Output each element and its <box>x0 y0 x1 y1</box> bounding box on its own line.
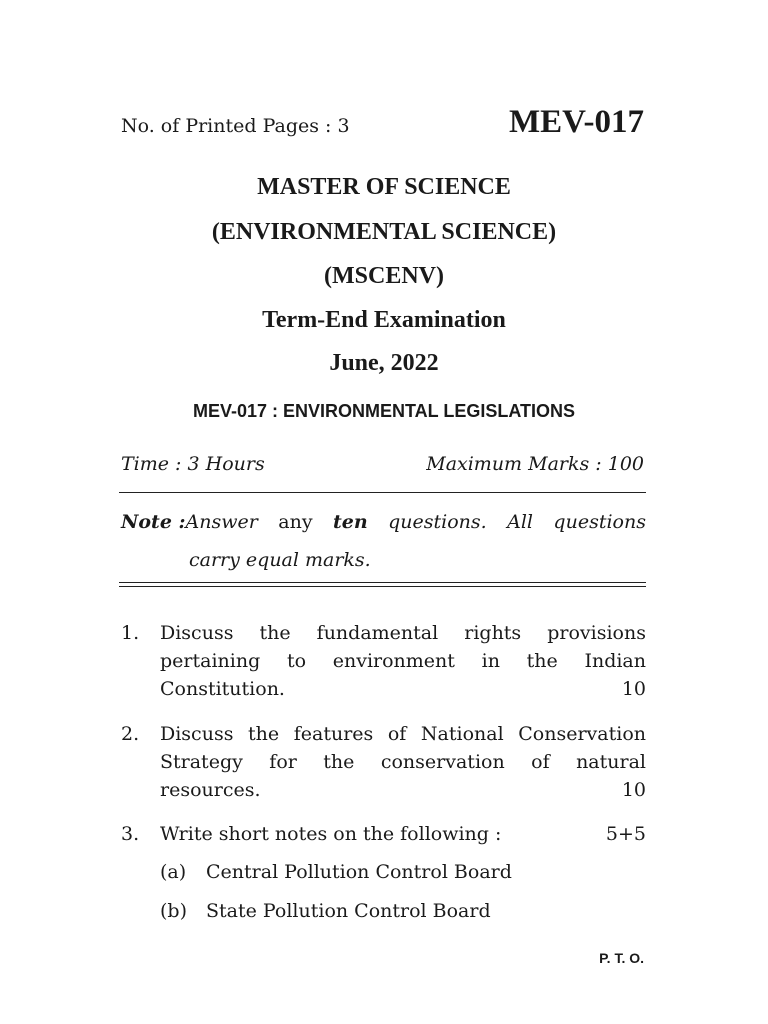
please-turn-over: P. T. O. <box>599 950 644 966</box>
question-1-line-2: pertaining to environment in the Indian <box>160 650 646 672</box>
question-3-marks: 5+5 <box>605 823 646 845</box>
programme-title: MASTER OF SCIENCE <box>257 174 511 200</box>
question-1-marks: 10 <box>621 678 646 700</box>
programme-subject: (ENVIRONMENTAL SCIENCE) <box>211 219 557 245</box>
note-line-1 <box>121 511 646 533</box>
question-1-line-3-text: Constitution. <box>160 678 285 700</box>
exam-session: June, 2022 <box>329 350 439 376</box>
note-word-any: any <box>278 511 313 533</box>
paper-subject: MEV-017 : ENVIRONMENTAL LEGISLATIONS <box>192 401 576 421</box>
question-1-line-1: Discuss the fundamental rights provisions <box>160 622 646 644</box>
question-3b-text: State Pollution Control Board <box>206 900 491 922</box>
course-code: MEV-017 <box>508 104 644 140</box>
note-line-2: carry equal marks. <box>189 549 371 571</box>
question-2-line-2: Strategy for the conservation of natural <box>160 751 646 773</box>
question-3-line-1 <box>160 823 646 845</box>
question-2-marks: 10 <box>621 779 646 801</box>
note-word-ten: ten <box>333 511 368 533</box>
divider-line <box>119 492 646 493</box>
question-2-line-3-text: resources. <box>160 779 261 801</box>
double-divider-bottom <box>119 586 646 587</box>
question-3a-text: Central Pollution Control Board <box>206 861 512 883</box>
question-1-number: 1. <box>121 622 140 644</box>
question-1-line-3 <box>160 678 646 700</box>
question-3a-label: (a) <box>160 861 187 883</box>
question-2-number: 2. <box>121 723 140 745</box>
question-3-text: Write short notes on the following : <box>160 823 502 845</box>
time-allowed: Time : 3 Hours <box>121 453 265 475</box>
programme-code: (MSCENV) <box>324 263 444 289</box>
question-3-number: 3. <box>121 823 140 845</box>
note-word-questions: questions. <box>388 511 487 533</box>
printed-pages-label: No. of Printed Pages : 3 <box>121 115 350 137</box>
question-2-line-1: Discuss the features of National Conservation <box>160 723 646 745</box>
exam-name: Term-End Examination <box>262 307 506 333</box>
note-word-answer: Answer <box>185 511 258 533</box>
note-label: Note : <box>121 511 186 533</box>
double-divider-top <box>119 582 646 583</box>
maximum-marks: Maximum Marks : 100 <box>426 453 644 475</box>
question-2-line-3 <box>160 779 646 801</box>
note-word-questions-2: questions <box>553 511 646 533</box>
question-3b-label: (b) <box>160 900 187 922</box>
note-word-all: All <box>507 511 533 533</box>
